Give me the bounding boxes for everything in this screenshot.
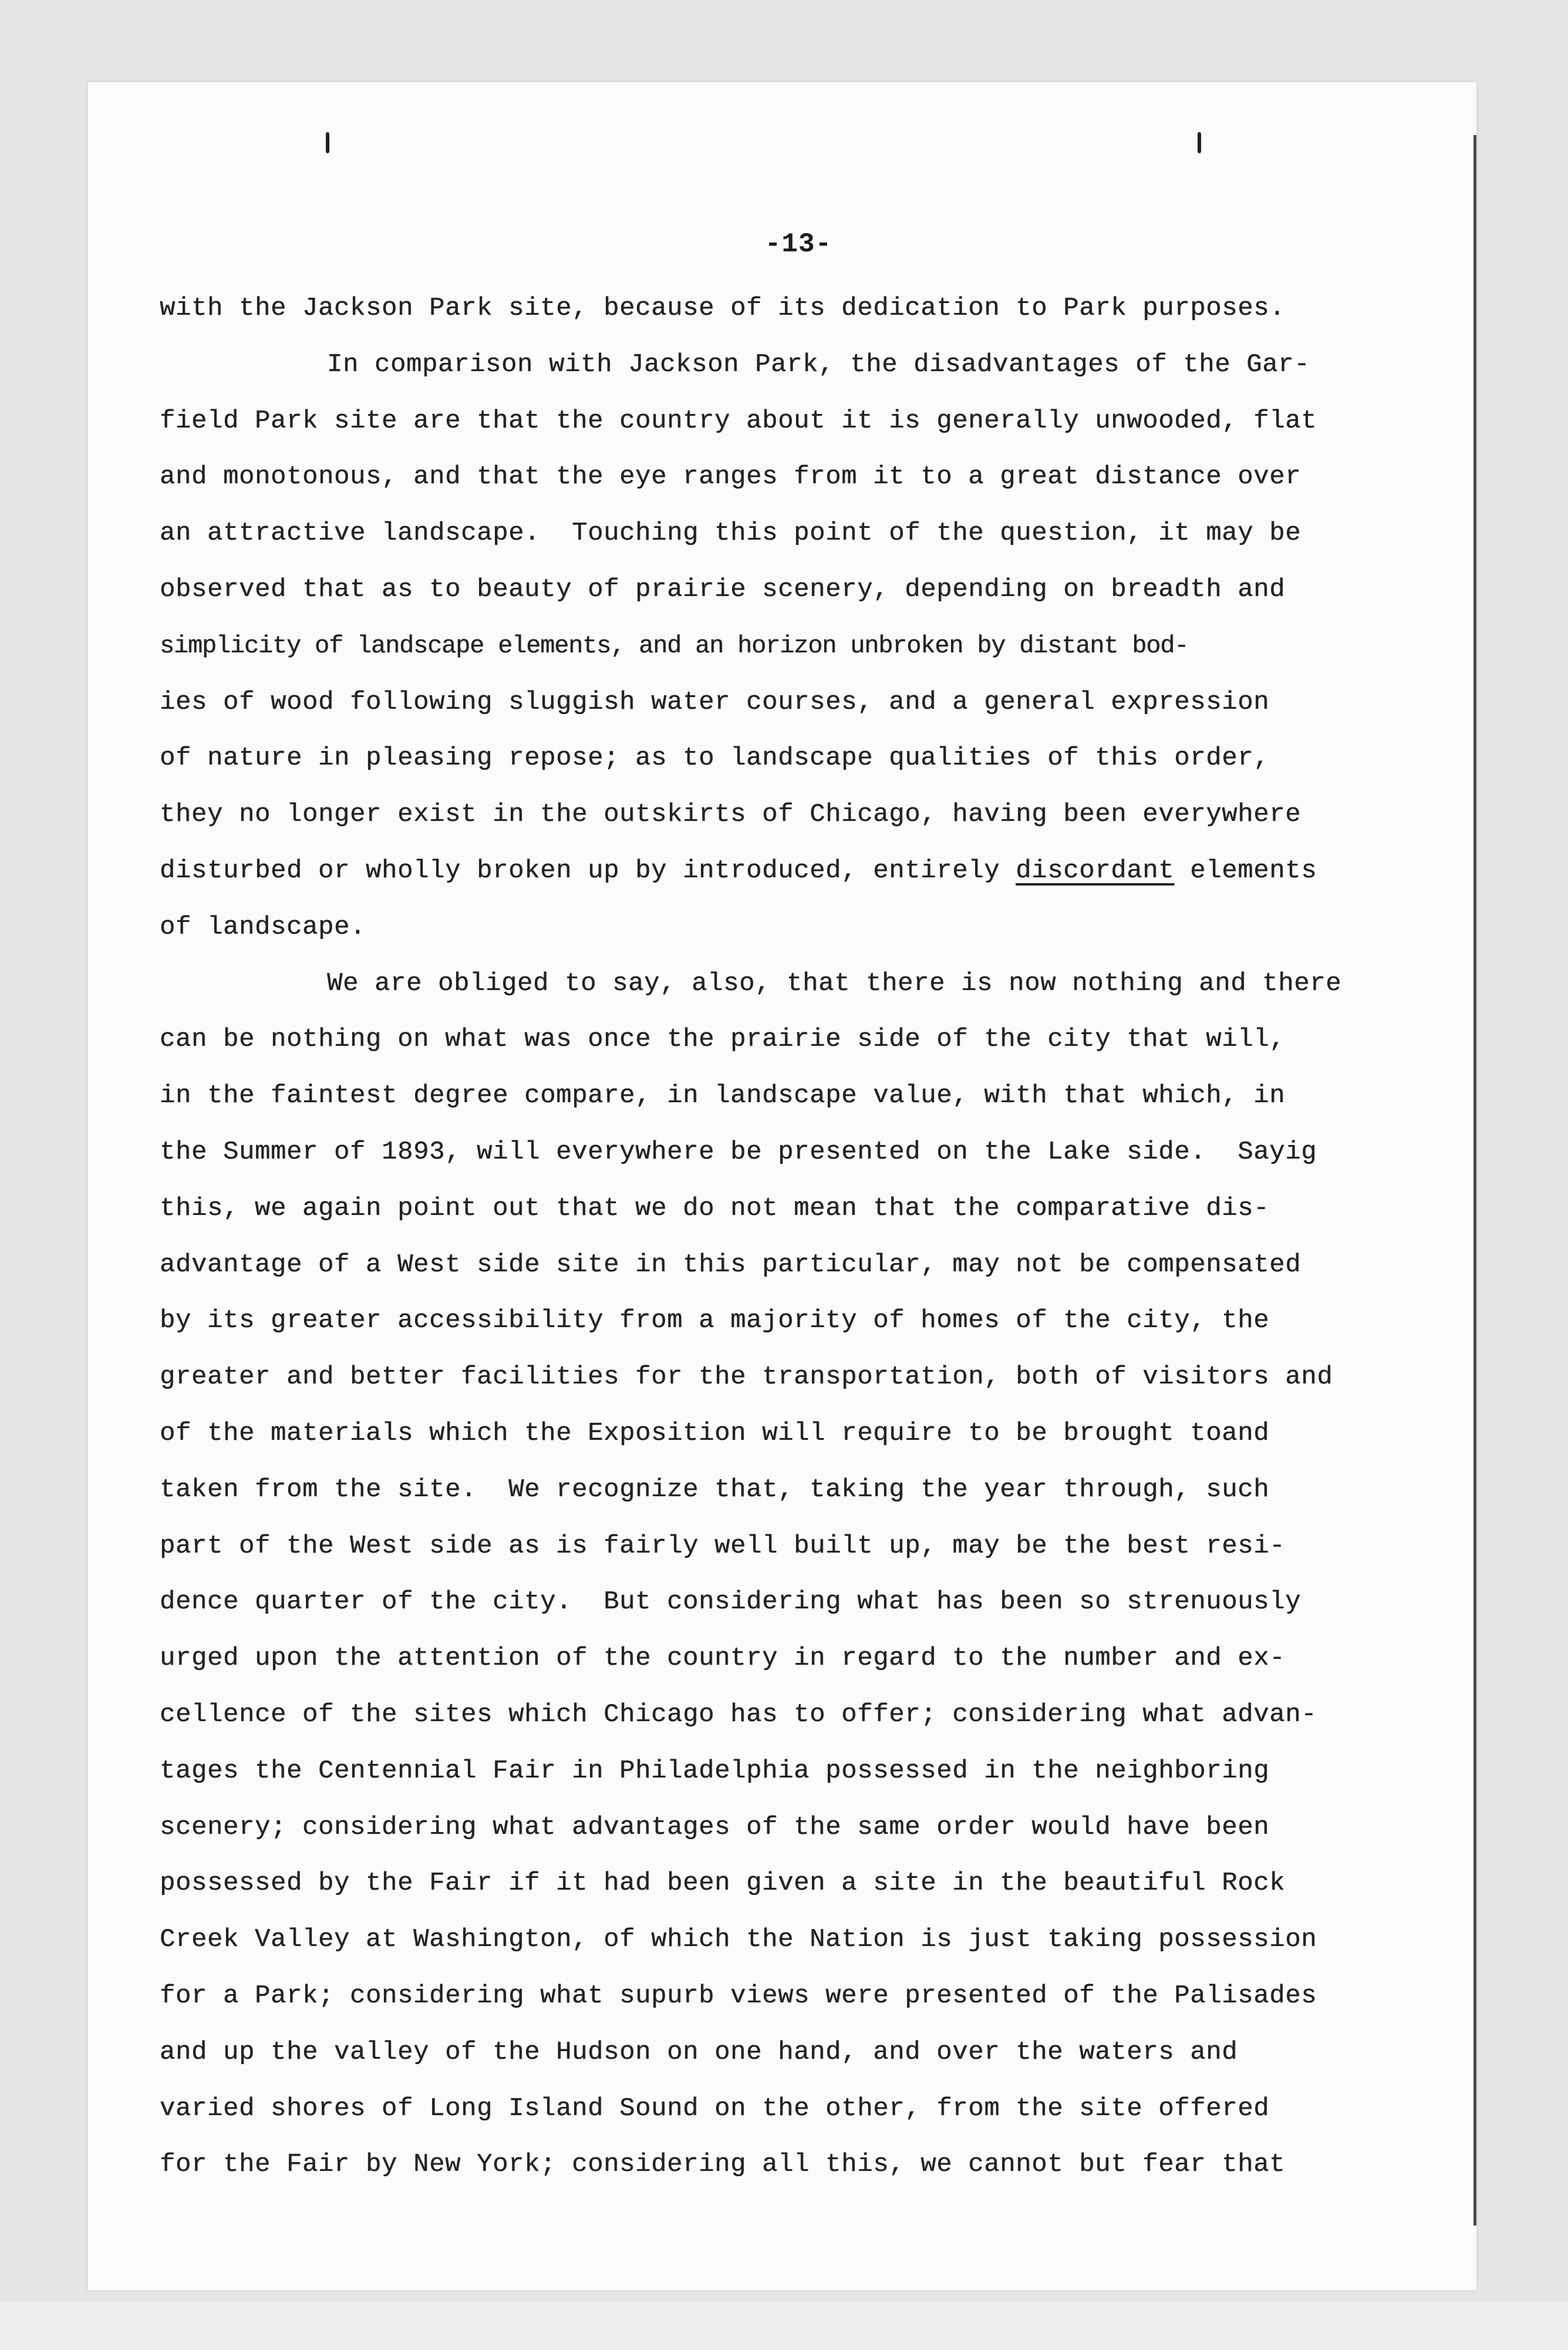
body-text xyxy=(160,281,1510,2193)
text-line: for the Fair by New York; considering all this, we cannot but fear that xyxy=(160,2150,1286,2180)
text-line: dence quarter of the city. But considering what has been so strenuously xyxy=(160,1587,1301,1617)
text-line: Creek Valley at Washington, of which the Nation is just taking possession xyxy=(160,1925,1317,1955)
text-line: advantage of a West side site in this particular, may not be compensated xyxy=(160,1250,1301,1280)
text-line: part of the West side as is fairly well built up, may be the best resi- xyxy=(160,1531,1286,1561)
text-line: scenery; considering what advantages of the same order would have been xyxy=(160,1812,1270,1842)
underlined-word: discordant xyxy=(1016,856,1175,886)
page-number: -13- xyxy=(764,229,832,260)
text-line: they no longer exist in the outskirts of Chicago, having been everywhere xyxy=(160,800,1301,830)
text-segment: disturbed or wholly broken up by introduced, entirely xyxy=(160,856,1016,886)
punch-hole-right xyxy=(1198,132,1201,153)
text-line: an attractive landscape. Touching this point of the question, it may be xyxy=(160,519,1301,548)
text-line: of nature in pleasing repose; as to landscape qualities of this order, xyxy=(160,743,1270,773)
text-line: this, we again point out that we do not mean that the comparative dis- xyxy=(160,1193,1270,1223)
text-line: tages the Centennial Fair in Philadelphia possessed in the neighboring xyxy=(160,1756,1270,1786)
text-line: urged upon the attention of the country in regard to the number and ex- xyxy=(160,1644,1286,1674)
text-line: by its greater accessibility from a majority of homes of the city, the xyxy=(160,1306,1270,1336)
text-line: taken from the site. We recognize that, taking the year through, such xyxy=(160,1474,1270,1504)
document-page xyxy=(88,82,1476,2290)
text-line: field Park site are that the country about it is generally unwooded, flat xyxy=(160,406,1317,436)
text-line: for a Park; considering what supurb views were presented of the Palisades xyxy=(160,1981,1317,2011)
text-line-with-underline xyxy=(160,843,1510,900)
punch-hole-left xyxy=(326,132,329,153)
text-line: greater and better facilities for the transportation, both of visitors and xyxy=(160,1362,1333,1392)
text-line: and up the valley of the Hudson on one hand, and over the waters and xyxy=(160,2037,1238,2067)
text-line: can be nothing on what was once the prairie side of the city that will, xyxy=(160,1025,1286,1055)
text-line: We are obliged to say, also, that there is now nothing and there xyxy=(327,968,1342,998)
text-line: with the Jackson Park site, because of its dedication to Park purposes. xyxy=(160,294,1286,323)
text-line: simplicity of landscape elements, and an horizon unbroken by distant bod- xyxy=(160,631,1189,660)
text-line: cellence of the sites which Chicago has to offer; considering what advan- xyxy=(160,1699,1317,1729)
text-line: ies of wood following sluggish water courses, and a general expression xyxy=(160,687,1270,717)
text-line: In comparison with Jackson Park, the disadvantages of the Gar- xyxy=(327,349,1310,379)
text-line: of the materials which the Exposition will require to be brought toand xyxy=(160,1418,1270,1448)
scan-background-band xyxy=(0,2302,1568,2350)
text-line: in the faintest degree compare, in landscape value, with that which, in xyxy=(160,1081,1286,1111)
text-line: varied shores of Long Island Sound on the other, from the site offered xyxy=(160,2093,1270,2123)
text-line: the Summer of 1893, will everywhere be presented on the Lake side. Sayig xyxy=(160,1137,1317,1167)
text-line: possessed by the Fair if it had been given a site in the beautiful Rock xyxy=(160,1868,1286,1898)
text-line: observed that as to beauty of prairie scenery, depending on breadth and xyxy=(160,574,1286,604)
text-segment: elements xyxy=(1174,856,1317,886)
text-line: of landscape. xyxy=(160,912,366,942)
text-line: and monotonous, and that the eye ranges from it to a great distance over xyxy=(160,462,1301,492)
